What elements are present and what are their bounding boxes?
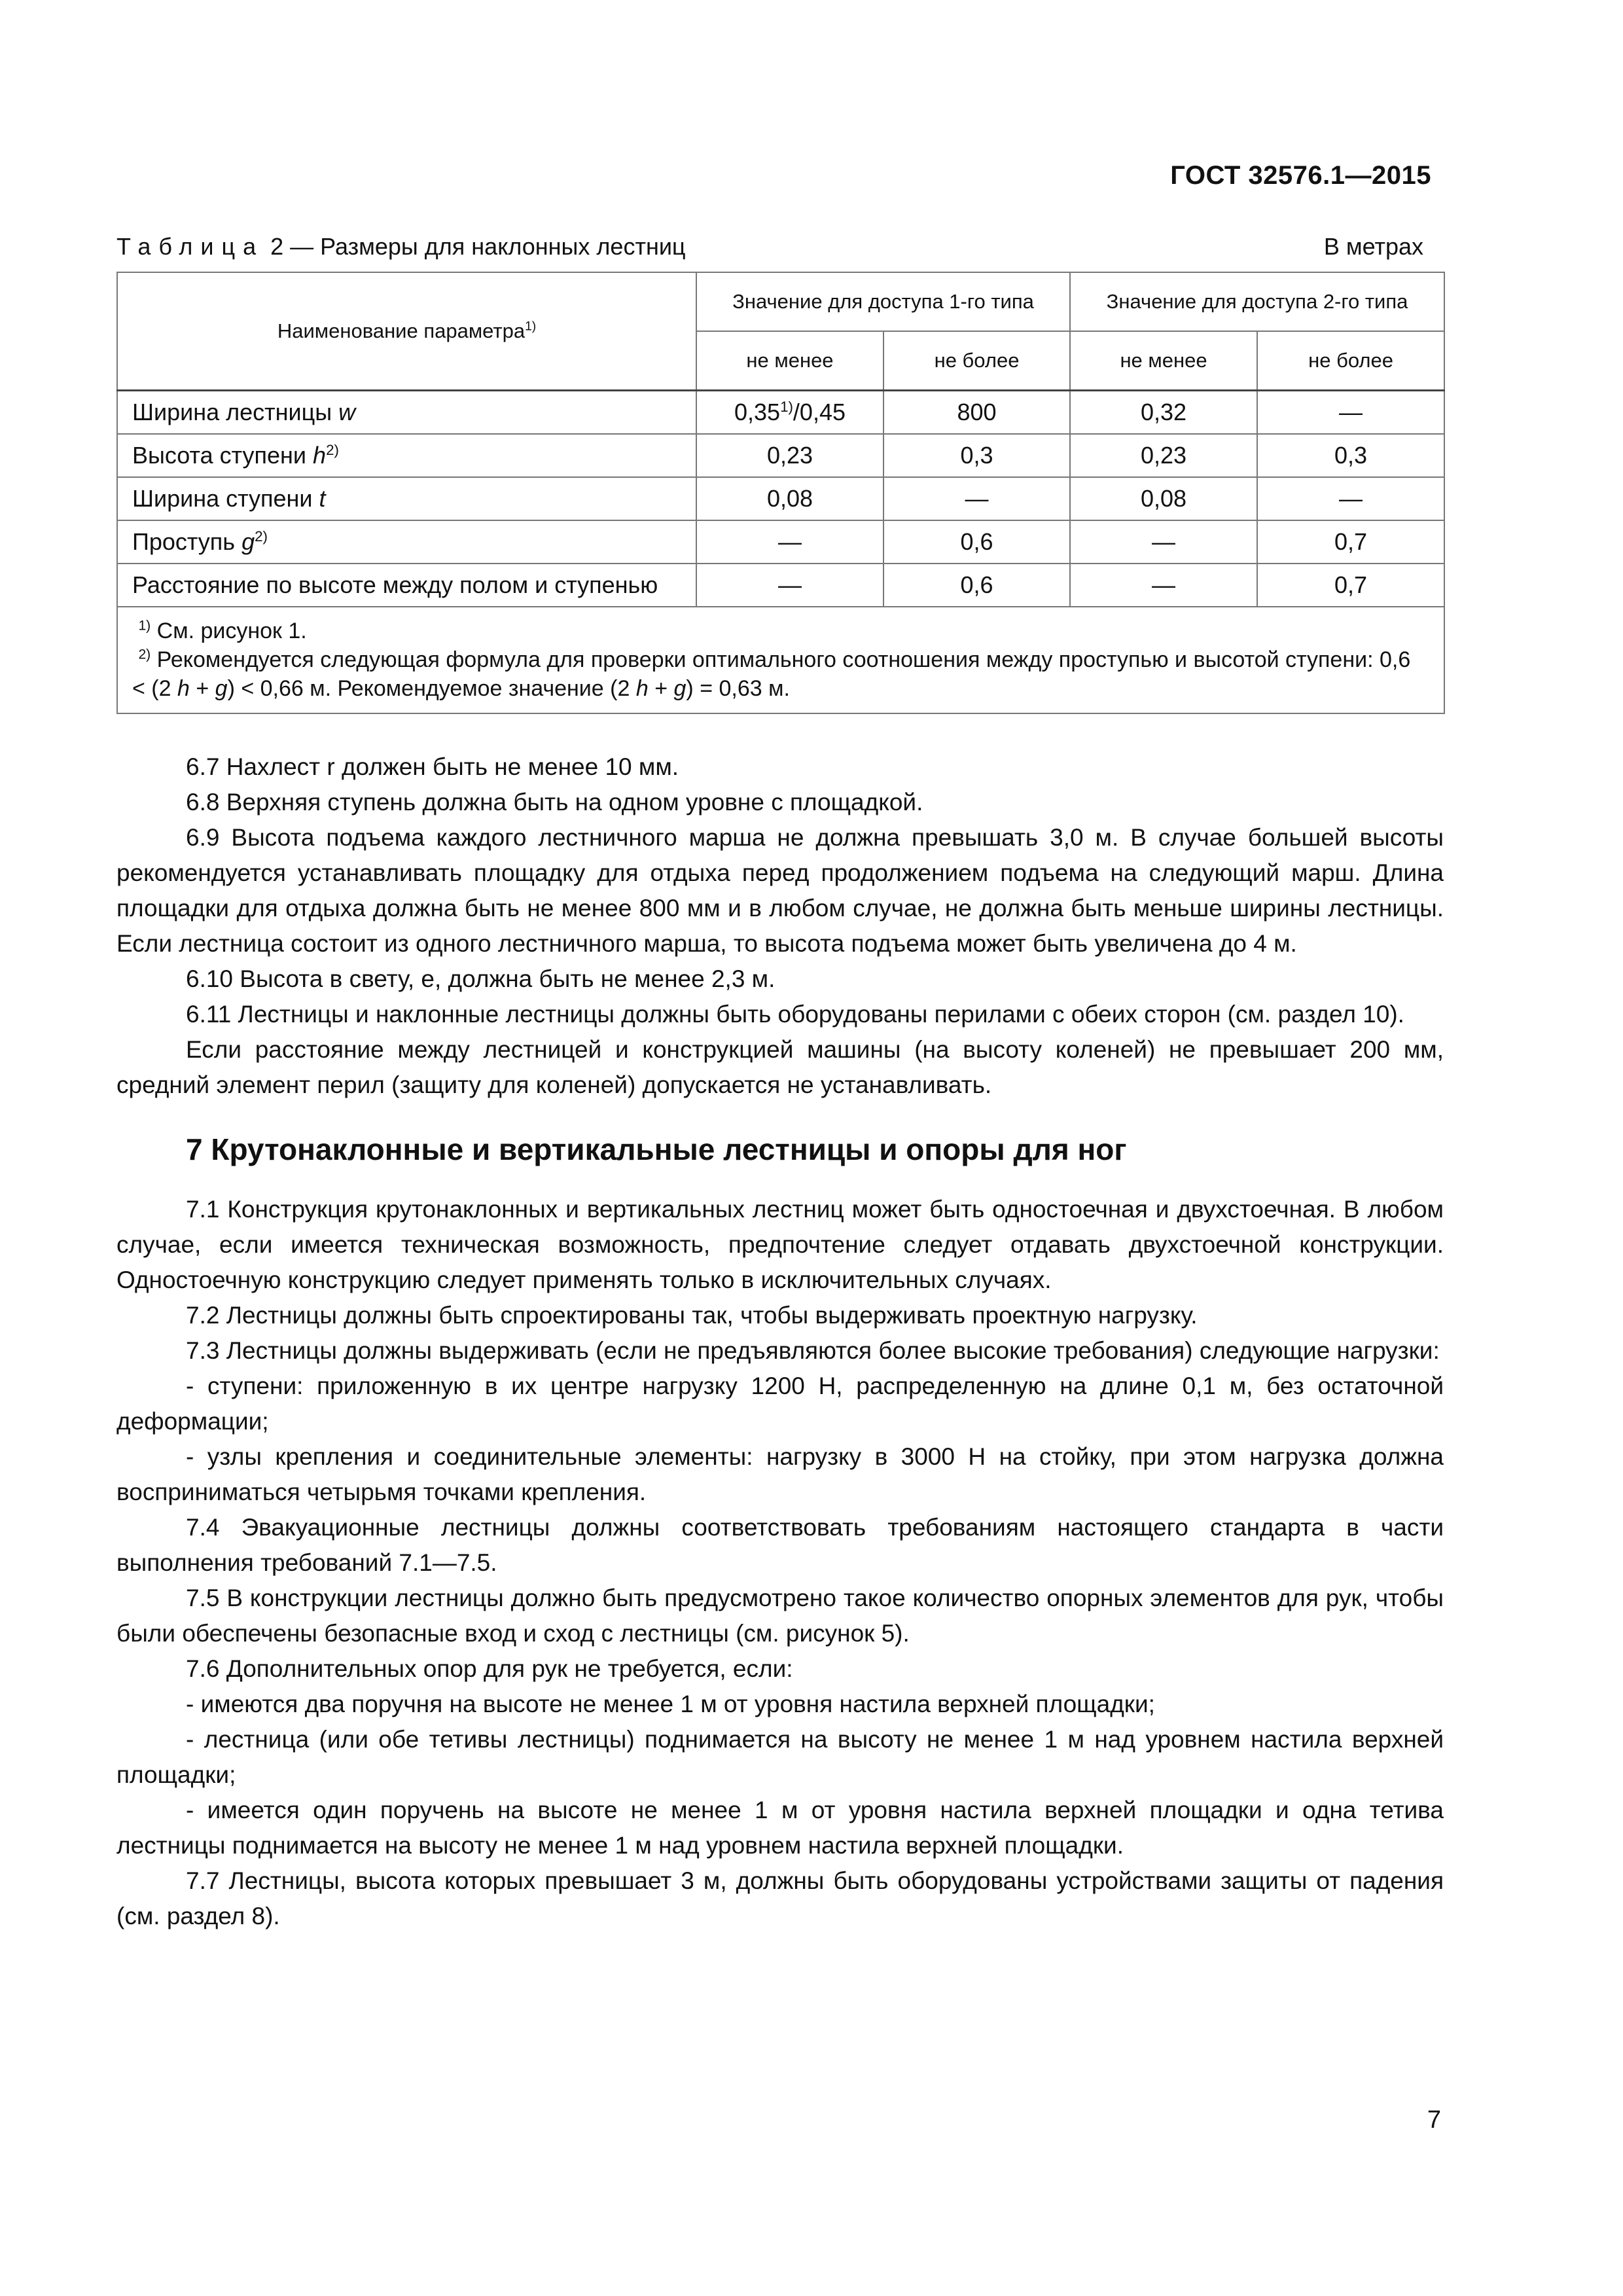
value-type1-max: 800 [883,391,1070,435]
paragraph: 7.3 Лестницы должны выдерживать (если не предъявляются более высокие требования) следующие нагрузки: [186,1337,1440,1364]
paragraph: 7.4 Эвакуационные лестницы должны соответствовать требованиям настоящего стандарта в части выполнения требований 7.1—7.5. [116,1514,1444,1576]
paragraph: 7.6 Дополнительных опор для рук не требуется, если: [186,1655,793,1682]
table-footnote: $^{2)}$ Рекомендуется следующая формула для проверки оптимального соотношения между проступью и высотой ступени: 0,6 < (2 h + g) < 0,66 м. Рекомендуемое значение (2 h + g) = 0,63 м. [132,647,1411,702]
paragraph: - узлы крепления и соединительные элементы: нагрузку в 3000 Н на стойку, при этом нагрузка должна восприниматься четырьмя точками крепления. [116,1443,1444,1505]
parameter-name: Ширина лестницы w [117,391,696,435]
value-type1-min: 0,08 [696,477,883,520]
table-row [117,391,1444,435]
value-type2-max: 0,3 [1257,434,1444,477]
paragraph: 6.9 Высота подъема каждого лестничного марша не должна превышать 3,0 м. В случае большей высоты рекомендуется устанавливать площадку для отдыха перед продолжением подъема на следующий марш. Длина площадки для отдыха должна быть не менее 800 мм и в любом случае, не должна быть меньше ширины лестницы. Если лестница состоит из одного лестничного марша, то высота подъема может быть увеличена до 4 м. [116,824,1444,957]
value-type2-min: 0,23 [1070,434,1257,477]
value-type2-max: — [1257,477,1444,520]
parameter-name: Расстояние по высоте между полом и ступенью [117,564,696,607]
value-type1-min: — [696,520,883,564]
table-row [117,434,1444,477]
table-footnotes [117,607,1444,713]
value-type2-min: — [1070,520,1257,564]
paragraph: Если расстояние между лестницей и конструкцией машины (на высоту коленей) не превышает 200 мм, средний элемент перил (защиту для коленей) допускается не устанавливать. [116,1036,1444,1098]
value-type1-min: — [696,564,883,607]
paragraph: 7.7 Лестницы, высота которых превышает 3 м, должны быть оборудованы устройствами защиты от падения (см. раздел 8). [116,1867,1444,1929]
document-header: ГОСТ 32576.1—2015 [1170,161,1431,190]
table-caption [116,233,686,260]
value-type2-max: 0,7 [1257,564,1444,607]
parameter-name: Высота ступени $h^{2)}$ [117,434,696,477]
paragraph: - имеются два поручня на высоте не менее 1 м от уровня настила верхней площадки; [186,1691,1155,1717]
paragraph: 6.11 Лестницы и наклонные лестницы должны быть оборудованы перилами с обеих сторон (см. раздел 10). [186,1001,1404,1028]
paragraph: - лестница (или обе тетивы лестницы) поднимается на высоту не менее 1 м над уровнем настила верхней площадки; [116,1726,1444,1788]
paragraph: 7.2 Лестницы должны быть спроектированы так, чтобы выдерживать проектную нагрузку. [186,1302,1198,1329]
parameters-table [116,272,1445,714]
paragraph: - имеется один поручень на высоте не менее 1 м от уровня настила верхней площадки и одна тетива лестницы поднимается на высоту не менее 1 м над уровнем настила верхней площадки. [116,1797,1444,1859]
value-type1-max: 0,6 [883,564,1070,607]
value-type2-min: 0,32 [1070,391,1257,435]
value-type1-min: 0,23 [696,434,883,477]
value-type2-max: — [1257,391,1444,435]
table-row [117,564,1444,607]
paragraph: 6.7 Нахлест r должен быть не менее 10 мм. [186,753,679,780]
section-heading: 7 Крутонаклонные и вертикальные лестницы и опоры для ног [186,1132,1127,1166]
column-header-max: не более [883,331,1070,391]
table-footnote: $^{1)}$ См. рисунок 1. [138,618,307,643]
paragraph: 6.10 Высота в свету, е, должна быть не менее 2,3 м. [186,965,776,992]
parameter-name: Проступь $g^{2)}$ [117,520,696,564]
paragraph: 6.8 Верхняя ступень должна быть на одном уровне с площадкой. [186,789,923,816]
table-row [117,477,1444,520]
paragraph: 7.5 В конструкции лестницы должно быть предусмотрено такое количество опорных элементов для рук, чтобы были обеспечены безопасные вход и сход с лестницы (см. рисунок 5). [116,1585,1444,1647]
page-number: 7 [1427,2106,1441,2134]
column-header-min: не менее [696,331,883,391]
value-type1-max: — [883,477,1070,520]
table-caption-label: Таблица [116,233,264,260]
value-type2-min: — [1070,564,1257,607]
document-body [116,749,1444,1934]
value-type2-min: 0,08 [1070,477,1257,520]
value-type1-max: 0,6 [883,520,1070,564]
table-row [117,520,1444,564]
table-caption-text: 2 — Размеры для наклонных лестниц [264,233,686,260]
paragraph: - ступени: приложенную в их центре нагрузку 1200 Н, распределенную на длине 0,1 м, без остаточной деформации; [116,1372,1444,1435]
column-header-max: не более [1257,331,1444,391]
column-header-parameter: Наименование параметра$^{1)}$ [117,272,696,391]
value-type1-min: 0,35$^{1)}$/0,45 [696,391,883,435]
value-type2-max: 0,7 [1257,520,1444,564]
table-units: В метрах [1323,233,1423,260]
value-type1-max: 0,3 [883,434,1070,477]
paragraph: 7.1 Конструкция крутонаклонных и вертикальных лестниц может быть одностоечная и двухстоечная. В любом случае, если имеется техническая возможность, предпочтение следует отдавать двухстоечной конструкции. Одностоечную конструкцию следует применять только в исключительных случаях. [116,1196,1444,1293]
column-group-type2: Значение для доступа 2-го типа [1070,272,1444,331]
column-header-min: не менее [1070,331,1257,391]
column-group-type1: Значение для доступа 1-го типа [696,272,1070,331]
parameter-name: Ширина ступени t [117,477,696,520]
